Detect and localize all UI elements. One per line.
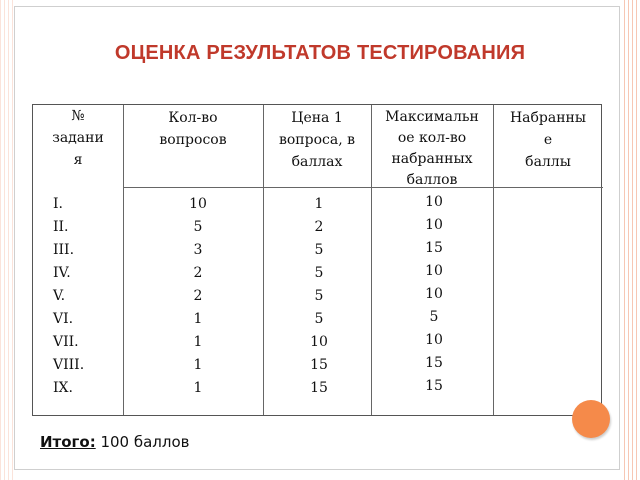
header-question-count: Кол-во вопросов xyxy=(159,110,227,148)
header-question-price: Цена 1 вопроса, в баллах xyxy=(278,110,355,170)
list-item: I. xyxy=(53,196,63,212)
list-item: 5 xyxy=(314,265,324,281)
list-item: 15 xyxy=(425,355,443,371)
list-item: 15 xyxy=(310,357,328,373)
list-item: 10 xyxy=(425,286,443,302)
results-table xyxy=(32,104,602,416)
decorative-orange-circle xyxy=(572,400,610,438)
scored-points-empty-cell xyxy=(495,191,601,413)
list-item: VII. xyxy=(53,334,79,350)
list-item: 5 xyxy=(314,311,324,327)
header-max-points: Максимальн ое кол-во набранных баллов xyxy=(385,109,479,188)
left-decorative-stripes xyxy=(0,0,14,480)
list-item: IV. xyxy=(53,265,71,281)
question-price-list xyxy=(295,193,343,400)
column-divider xyxy=(493,105,494,415)
list-item: 10 xyxy=(310,334,328,350)
list-item: 1 xyxy=(193,311,203,327)
list-item: 2 xyxy=(314,219,324,235)
list-item: 10 xyxy=(425,194,443,210)
list-item: II. xyxy=(53,219,69,235)
list-item: 10 xyxy=(425,217,443,233)
list-item: 2 xyxy=(193,265,203,281)
column-divider xyxy=(263,105,264,415)
list-item: 15 xyxy=(310,380,328,396)
list-item: 5 xyxy=(429,309,439,325)
slide-title: ОЦЕНКА РЕЗУЛЬТАТОВ ТЕСТИРОВАНИЯ xyxy=(114,42,526,64)
total-line xyxy=(40,433,190,451)
right-decorative-stripes xyxy=(624,0,640,480)
list-item: 10 xyxy=(189,196,207,212)
list-item: VI. xyxy=(53,311,74,327)
list-item: 15 xyxy=(425,378,443,394)
list-item: 2 xyxy=(193,288,203,304)
task-number-list xyxy=(53,193,113,400)
total-value: 100 баллов xyxy=(95,433,190,451)
list-item: 10 xyxy=(425,332,443,348)
total-label: Итого: xyxy=(40,433,96,451)
list-item: 15 xyxy=(425,240,443,256)
list-item: 1 xyxy=(314,196,324,212)
list-item: IX. xyxy=(53,380,73,396)
list-item: 1 xyxy=(193,380,203,396)
list-item: 1 xyxy=(193,357,203,373)
header-scored-points: Набранны е баллы xyxy=(509,110,587,170)
header-divider xyxy=(123,187,603,188)
list-item: 5 xyxy=(314,288,324,304)
column-divider xyxy=(123,105,124,415)
list-item: V. xyxy=(53,288,66,304)
max-points-list xyxy=(409,191,459,398)
list-item: III. xyxy=(53,242,75,258)
list-item: 5 xyxy=(193,219,203,235)
list-item: 10 xyxy=(425,263,443,279)
list-item: 1 xyxy=(193,334,203,350)
list-item: VIII. xyxy=(53,357,85,373)
header-task-number: № задани я xyxy=(52,108,104,168)
question-count-list xyxy=(173,193,223,400)
list-item: 3 xyxy=(193,242,203,258)
list-item: 5 xyxy=(314,242,324,258)
